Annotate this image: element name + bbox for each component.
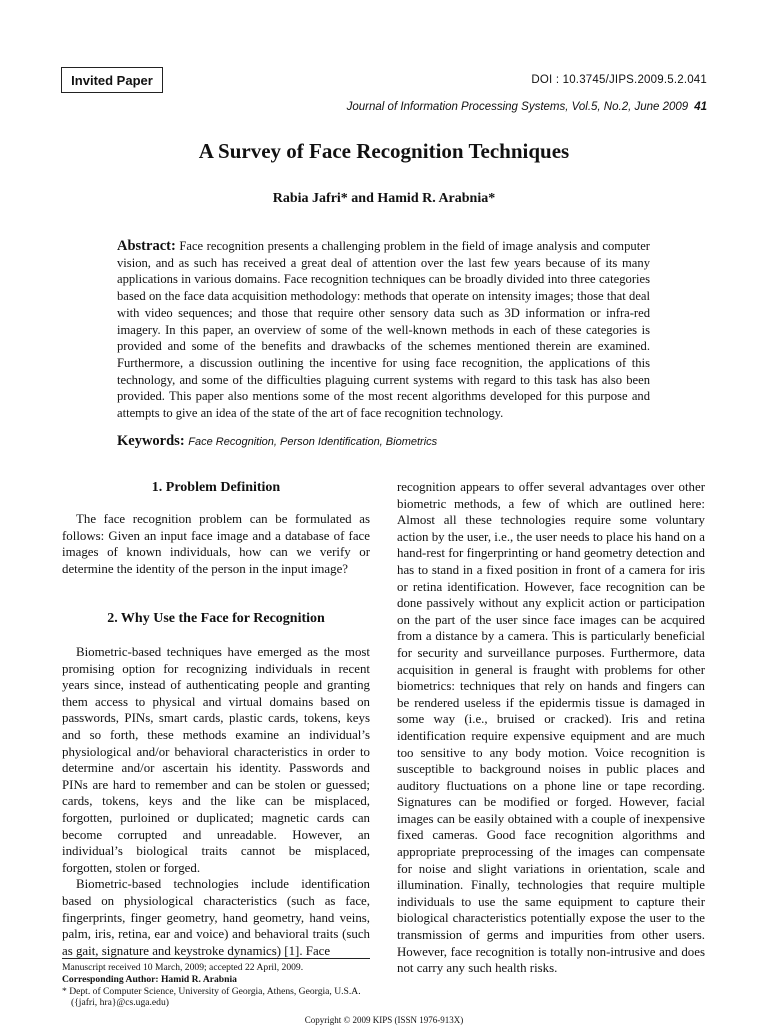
abstract-label: Abstract: [117, 238, 176, 254]
section-2-paragraph-1: Biometric-based techniques have emerged as the most promising option for recognizing individuals in recent years since, instead of authenticating people and granting them access to physical and virtual domains based on passwords, PINs, smart cards, plastic cards, tokens, keys and so forth, these methods examine an individual’s physiological and/or behavioral characteristics in order to determine and/or ascertain his identity. Passwords and PINs are hard to remember and can be stolen or guessed; cards, tokens, keys and the like can be misplaced, forgotten, purloined or duplicated; magnetic cards can become corrupted and unreadable. However, an individual’s biological traits cannot be misplaced, forgotten, stolen or forged. [62, 645, 370, 875]
doi: DOI : 10.3745/JIPS.2009.5.2.041 [531, 74, 707, 86]
corresponding-author: Corresponding Author: Hamid R. Arabnia [62, 973, 237, 985]
manuscript-dates: Manuscript received 10 March, 2009; accepted 22 April, 2009. [62, 962, 304, 973]
invited-paper-badge: Invited Paper [61, 67, 163, 93]
section-1-body [62, 511, 370, 577]
page-number: 41 [694, 101, 707, 113]
footnote-divider [62, 958, 370, 959]
author-affiliation: * Dept. of Computer Science, University of Georgia, Athens, Georgia, U.S.A. ({jafri, hra}@cs.uga.edu) [62, 985, 361, 1009]
keywords-text: Face Recognition, Person Identification, Biometrics [188, 436, 438, 448]
copyright-notice: Copyright © 2009 KIPS (ISSN 1976-913X) [304, 1015, 464, 1025]
section-2-paragraph-2: Biometric-based technologies include identification based on physiological characteristics (such as face, fingerprints, finger geometry, hand geometry, hand veins, palm, iris, retina, ear and voice) and behavioral traits (such as gait, signature and keystroke dynamics) [1]. Face [62, 877, 370, 958]
abstract [117, 238, 650, 422]
section-2-paragraph-2-continued: recognition appears to offer several advantages over other biometric methods, a few of which are outlined here: Almost all these technologies require some voluntary action by the user, i.e., the user needs to place his hand on a hand-rest for fingerprinting or hand geometry detection and has to stand in a fixed position in front of a camera for iris or retina identification. However, face recognition can be done passively without any explicit action or participation on the part of the user since face images can be acquired from a distance by a camera. This is particularly beneficial for security and surveillance purposes. Furthermore, data acquisition in general is fraught with problems for other biometrics: techniques that rely on hands and fingers can be rendered useless if the epidermis tissue is damaged in some way (i.e., bruised or cracked). Iris and retina identification require expensive equipment and are much too sensitive to any body motion. Voice recognition is susceptible to background noises in public places and auditory fluctuations on a phone line or tape recording. Signatures can be modified or forged. However, facial images can be easily obtained with a couple of inexpensive fixed cameras. Good face recognition algorithms and appropriate preprocessing of the images can compensate for noise and slight variations in orientation, scale and illumination. Finally, technologies that require multiple individuals to use the same equipment to capture their biological characteristics potentially expose the user to the transmission of germs and impurities from other users. However, face recognition is totally non-intrusive and does not carry any such health risks. [397, 480, 705, 976]
footnotes [62, 962, 370, 1009]
keywords [117, 433, 437, 450]
section-1-heading: 1. Problem Definition [151, 480, 281, 495]
section-2-body-left [62, 644, 370, 959]
abstract-text: Face recognition presents a challenging problem in the field of image analysis and computer vision, and as such has received a great deal of attention over the last few years because of its many applications in various domains. Face recognition techniques can be broadly divided into three categories based on the face data acquisition methodology: methods that operate on intensity images; those that deal with video sequences; and those that require other sensory data such as 3D information or infra-red imagery. In this paper, an overview of some of the well-known methods in each of these categories is provided and some of the benefits and drawbacks of the schemes mentioned therein are examined. Furthermore, a discussion outlining the incentive for using face recognition, the applications of this technology, and some of the difficulties plaguing current systems with regard to this task has also been provided. This paper also mentions some of the most recent algorithms developed for this purpose and attempts to give an idea of the state of the art of face recognition technology. [117, 239, 650, 421]
section-2-heading: 2. Why Use the Face for Recognition [107, 611, 325, 626]
journal-name: Journal of Information Processing Systems, Vol.5, No.2, June 2009 [346, 101, 689, 113]
section-1-paragraph: The face recognition problem can be formulated as follows: Given an input face image and a database of face images of known individuals, how can we verify or determine the identity of the person in the input image? [62, 512, 370, 576]
keywords-label: Keywords: [117, 433, 185, 449]
section-2-body-right [397, 479, 705, 977]
paper-title: A Survey of Face Recognition Techniques [198, 139, 570, 163]
paper-authors: Rabia Jafri* and Hamid R. Arabnia* [272, 191, 496, 206]
journal-citation [347, 101, 707, 113]
